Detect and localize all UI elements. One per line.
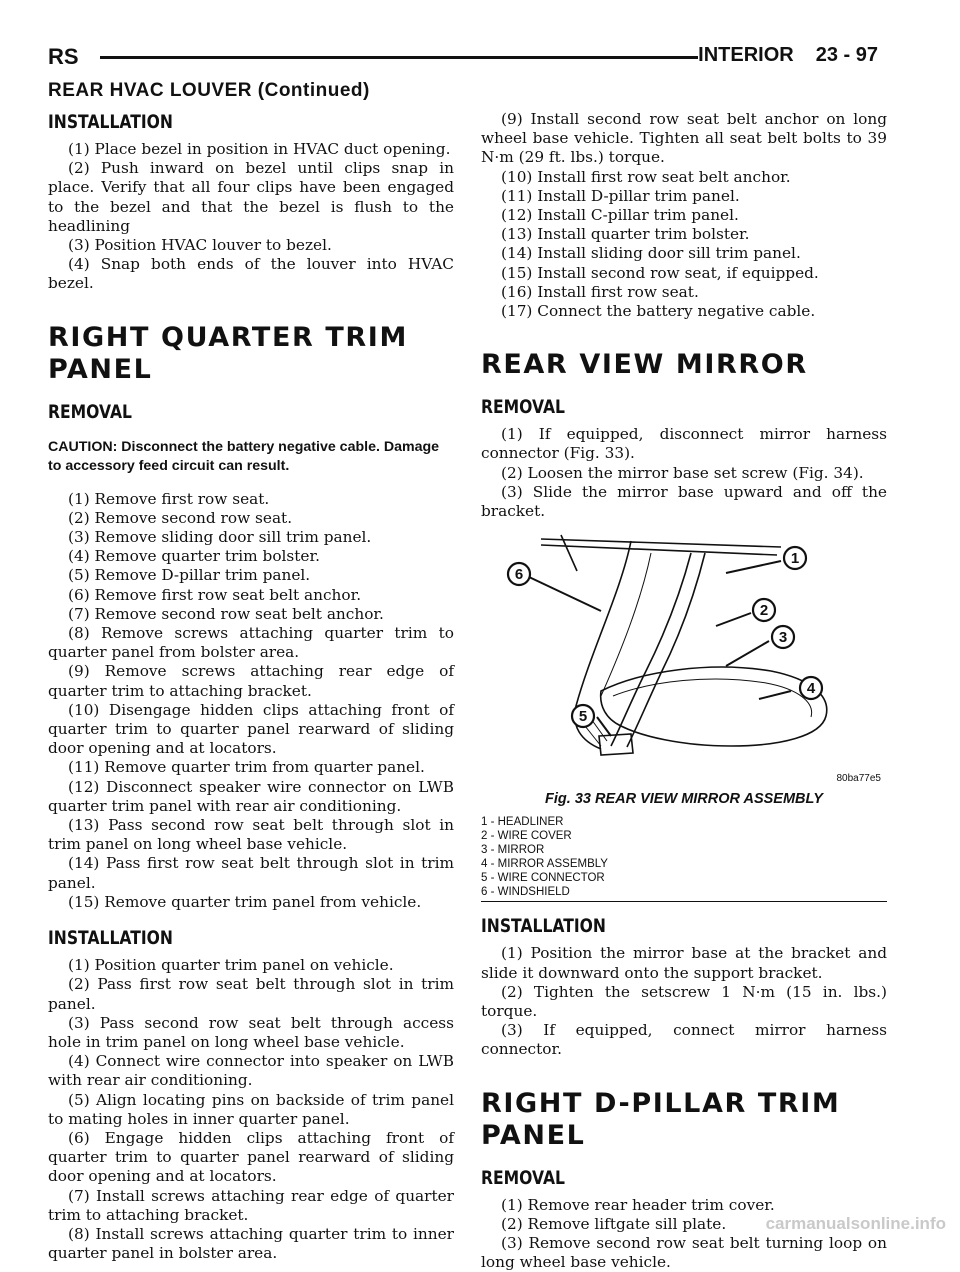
caution-note: CAUTION: Disconnect the battery negative cable. Damage to accessory feed circuit can result. (48, 438, 440, 474)
step: (1) Place bezel in position in HVAC duct opening. (68, 140, 451, 158)
step: (5) Align locating pins on backside of trim panel to mating holes in inner quarter panel. (48, 1090, 454, 1128)
step: (10) Disengage hidden clips attaching front of quarter trim to quarter panel rearward of sliding door opening and at locators. (48, 700, 454, 758)
installation-heading-2: INSTALLATION (48, 927, 173, 950)
legend-item: 2 - WIRE COVER (481, 830, 572, 843)
step: (5) Remove D-pillar trim panel. (68, 566, 311, 585)
step: (4) Remove quarter trim bolster. (68, 547, 320, 566)
step: (14) Install sliding door sill trim panel. (501, 244, 801, 263)
wire-cover-drawing (611, 553, 705, 747)
step: (8) Install screws attaching quarter trim to inner quarter panel in bolster area. (48, 1224, 454, 1263)
step: (13) Pass second row seat belt through slot in trim panel on long wheel base vehicle. (48, 816, 454, 854)
callout-1: 1 (790, 550, 800, 568)
step: (14) Pass first row seat belt through slot in trim panel. (48, 854, 454, 892)
step: (4) Snap both ends of the louver into HVAC bezel. (48, 255, 454, 293)
section-title-dpillar: RIGHT D-PILLAR TRIM PANEL (481, 1087, 841, 1151)
step: (13) Install quarter trim bolster. (501, 225, 750, 244)
step: (12) Install C-pillar trim panel. (501, 206, 739, 225)
install-steps (48, 956, 454, 1263)
callout-5: 5 (578, 708, 588, 726)
removal-steps (48, 490, 454, 912)
step: (1) Position the mirror base at the bracket and slide it downward onto the support bracket. (481, 944, 887, 982)
figure-code: 80ba77e5 (836, 773, 881, 785)
section-title-quarter-trim: RIGHT QUARTER TRIM PANEL (48, 321, 408, 385)
callout-6: 6 (514, 566, 524, 584)
header-right (698, 44, 878, 67)
step: (17) Connect the battery negative cable. (501, 302, 816, 321)
section-title-mirror: REAR VIEW MIRROR (481, 349, 808, 381)
step: (2) Tighten the setscrew 1 N·m (15 in. lbs.) torque. (481, 982, 887, 1021)
step: (7) Install screws attaching rear edge of quarter trim to attaching bracket. (48, 1186, 454, 1224)
legend-item: 6 - WINDSHIELD (481, 886, 570, 899)
install-steps-continued (481, 110, 887, 321)
header-rule (100, 56, 698, 59)
legend-item: 5 - WIRE CONNECTOR (481, 872, 605, 885)
callout-2: 2 (759, 602, 769, 620)
step: (6) Remove first row seat belt anchor. (68, 585, 362, 604)
watermark: carmanualsonline.info (765, 1214, 946, 1233)
right-column (481, 110, 887, 1272)
mirror-illustration (481, 531, 887, 786)
step: (9) Install second row seat belt anchor on long wheel base vehicle. Tighten all seat belt bolts to 39 N·m (29 ft. lbs.) torque. (481, 110, 887, 167)
callout-3: 3 (778, 629, 788, 647)
removal-heading: REMOVAL (48, 400, 132, 423)
step: (6) Engage hidden clips attaching front of quarter trim to quarter panel rearward of sliding door opening and at locators. (48, 1128, 454, 1186)
step: (11) Remove quarter trim from quarter panel. (68, 758, 425, 777)
step: (11) Install D-pillar trim panel. (501, 186, 740, 205)
step: (2) Remove liftgate sill plate. (501, 1214, 727, 1233)
step: (4) Connect wire connector into speaker on LWB with rear air conditioning. (48, 1052, 454, 1090)
step: (7) Remove second row seat belt anchor. (68, 604, 384, 623)
step: (3) Remove sliding door sill trim panel. (68, 528, 372, 547)
step: (1) Remove rear header trim cover. (501, 1195, 775, 1214)
step: (15) Install second row seat, if equipped. (501, 263, 819, 282)
step: (2) Remove second row seat. (68, 508, 293, 527)
step: (3) Remove second row seat belt turning loop on long wheel base vehicle. (481, 1234, 887, 1272)
headliner-drawing (541, 535, 781, 571)
page-number: 23 - 97 (815, 44, 878, 66)
left-column (48, 110, 454, 1263)
mirror-install-steps (481, 944, 887, 1059)
step: (2) Pass first row seat belt through slot in trim panel. (48, 975, 454, 1013)
step: (15) Remove quarter trim panel from vehicle. (68, 892, 422, 911)
step: (9) Remove screws attaching rear edge of quarter trim to attaching bracket. (48, 662, 454, 700)
legend-item: 3 - MIRROR (481, 844, 545, 857)
step: (3) Position HVAC louver to bezel. (68, 236, 332, 255)
step: (2) Loosen the mirror base set screw (Fig. 34). (501, 463, 864, 482)
step: (1) If equipped, disconnect mirror harness connector (Fig. 33). (481, 425, 887, 463)
mirror-removal-heading: REMOVAL (481, 396, 565, 419)
callout-4: 4 (806, 680, 816, 698)
mirror-assembly-figure (481, 531, 887, 786)
legend-item: 1 - HEADLINER (481, 816, 564, 829)
step: (3) If equipped, connect mirror harness connector. (481, 1021, 887, 1059)
mirror-install-heading: INSTALLATION (481, 915, 606, 938)
figure-legend (481, 815, 887, 899)
step: (10) Install first row seat belt anchor. (501, 167, 791, 186)
step: (1) Position quarter trim panel on vehicle. (68, 956, 394, 975)
step: (8) Remove screws attaching quarter trim to quarter panel from bolster area. (48, 624, 454, 662)
page-header (48, 44, 878, 72)
model-code: RS (48, 44, 79, 69)
legend-item: 4 - MIRROR ASSEMBLY (481, 858, 608, 871)
legend-divider (481, 901, 887, 902)
figure-caption: Fig. 33 REAR VIEW MIRROR ASSEMBLY (545, 791, 823, 808)
installation-heading: INSTALLATION (48, 111, 173, 133)
step: (1) Remove first row seat. (68, 489, 270, 508)
step: (12) Disconnect speaker wire connector on LWB quarter trim panel with rear air conditioning. (48, 777, 454, 815)
step: (3) Slide the mirror base upward and off the bracket. (481, 482, 887, 521)
mirror-removal-steps (481, 425, 887, 521)
section-name: INTERIOR (698, 44, 794, 66)
step: (3) Pass second row seat belt through access hole in trim panel on long wheel base vehicle. (48, 1013, 454, 1051)
step: (16) Install first row seat. (501, 282, 699, 301)
step: (2) Push inward on bezel until clips snap in place. Verify that all four clips have been engaged to the bezel and that the bezel is flush to the headlining (48, 159, 454, 235)
louver-install-steps (48, 140, 454, 294)
continued-title: REAR HVAC LOUVER (Continued) (48, 80, 370, 101)
dpillar-removal-heading: REMOVAL (481, 1166, 565, 1189)
